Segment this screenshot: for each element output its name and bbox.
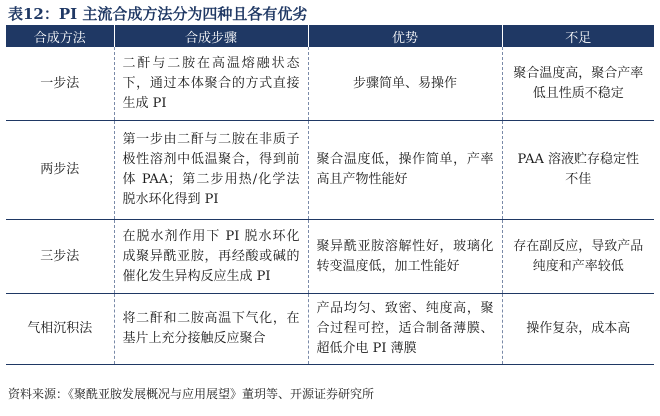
table-row — [6, 121, 654, 220]
table-row — [6, 220, 654, 294]
steps-cell: 二酐与二胺在高温熔融状态下，通过本体聚合的方式直接生成 PI — [114, 47, 308, 121]
advantages-cell: 聚异酰亚胺溶解性好，玻璃化转变温度低，加工性能好 — [308, 220, 502, 294]
table-header-row — [6, 25, 654, 47]
table-row — [6, 47, 654, 121]
steps-cell: 第一步由二酐与二胺在非质子极性溶剂中低温聚合，得到前体 PAA；第二步用热/化学法脱水环化得到 PI — [114, 121, 308, 220]
advantages-cell: 步骤简单、易操作 — [308, 47, 502, 121]
steps-cell: 将二酐和二胺高温下气化，在基片上充分接触反应聚合 — [114, 294, 308, 365]
disadvantages-cell: 聚合温度高，聚合产率低且性质不稳定 — [502, 47, 654, 121]
advantages-cell: 聚合温度低，操作简单，产率高且产物性能好 — [308, 121, 502, 220]
method-cell: 气相沉积法 — [6, 294, 114, 365]
synthesis-methods-table — [6, 25, 654, 365]
advantages-cell: 产品均匀、致密、纯度高，聚合过程可控，适合制备薄膜、超低介电 PI 薄膜 — [308, 294, 502, 365]
disadvantages-cell: 操作复杂，成本高 — [502, 294, 654, 365]
source-note: 资料来源：《聚酰亚胺发展概况与应用展望》董玥等、开源证券研究所 — [8, 387, 375, 401]
header-steps: 合成步骤 — [114, 25, 308, 47]
header-advantages: 优势 — [308, 25, 502, 47]
header-method: 合成方法 — [6, 25, 114, 47]
method-cell: 一步法 — [6, 47, 114, 121]
disadvantages-cell: PAA 溶液贮存稳定性不佳 — [502, 121, 654, 220]
disadvantages-cell: 存在副反应，导致产品纯度和产率较低 — [502, 220, 654, 294]
header-disadvantages: 不足 — [502, 25, 654, 47]
steps-cell: 在脱水剂作用下 PI 脱水环化成聚异酰亚胺，再经酸或碱的催化发生异构反应生成 PI — [114, 220, 308, 294]
table-row — [6, 294, 654, 365]
method-cell: 两步法 — [6, 121, 114, 220]
table-title: 表12：PI 主流合成方法分为四种且各有优劣 — [8, 5, 308, 23]
method-cell: 三步法 — [6, 220, 114, 294]
